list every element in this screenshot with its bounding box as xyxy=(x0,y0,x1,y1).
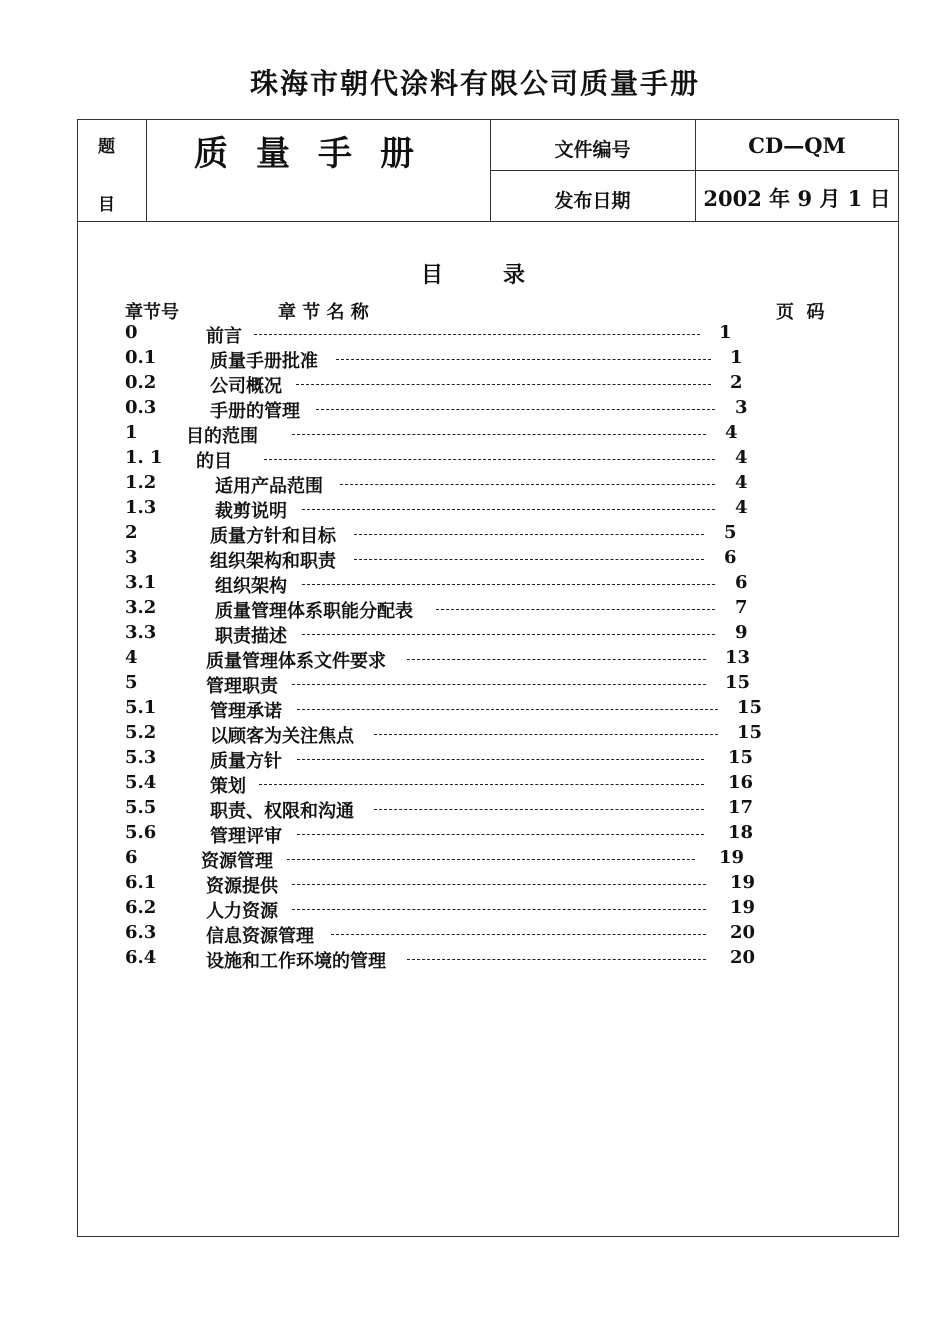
toc-leader xyxy=(302,509,715,510)
toc-name: 管理职责 xyxy=(206,676,278,697)
toc-leader xyxy=(302,634,715,635)
toc-leader xyxy=(292,884,706,885)
toc-row xyxy=(78,772,898,797)
toc-page: 1 xyxy=(730,347,743,368)
toc-leader xyxy=(297,709,718,710)
toc-page: 19 xyxy=(730,872,756,893)
header-table xyxy=(78,120,898,222)
toc-name: 策划 xyxy=(210,776,246,797)
toc-name: 目的范围 xyxy=(186,426,258,447)
toc-leader xyxy=(292,684,706,685)
toc-row xyxy=(78,822,898,847)
toc-leader xyxy=(292,434,706,435)
toc-name: 以顾客为关注焦点 xyxy=(210,726,354,747)
toc-number: 1 xyxy=(125,422,138,443)
toc-name: 质量管理体系职能分配表 xyxy=(215,601,413,622)
toc-number: 6.4 xyxy=(125,947,157,968)
toc-page: 7 xyxy=(735,597,748,618)
toc-leader xyxy=(436,609,715,610)
toc-page: 15 xyxy=(728,747,754,768)
toc-row xyxy=(78,622,898,647)
toc-row xyxy=(78,472,898,497)
toc-page: 5 xyxy=(724,522,737,543)
toc-row xyxy=(78,922,898,947)
toc-leader xyxy=(296,384,711,385)
divider xyxy=(490,170,899,171)
toc-leader xyxy=(354,559,704,560)
toc-page: 4 xyxy=(735,497,748,518)
toc-name: 信息资源管理 xyxy=(206,926,314,947)
doc-no-label: 文件编号 xyxy=(554,139,631,161)
toc-row xyxy=(78,672,898,697)
toc-number: 1. 1 xyxy=(125,447,163,468)
toc-row xyxy=(78,697,898,722)
toc-name: 管理评审 xyxy=(210,826,282,847)
toc-leader xyxy=(287,859,695,860)
toc-page: 9 xyxy=(735,622,748,643)
toc-name: 裁剪说明 xyxy=(215,501,287,522)
toc-number: 5.6 xyxy=(125,822,157,843)
toc-name: 设施和工作环境的管理 xyxy=(206,951,386,972)
toc-name: 职责、权限和沟通 xyxy=(210,801,354,822)
toc-page: 18 xyxy=(728,822,754,843)
toc-name: 公司概况 xyxy=(210,376,282,397)
toc-number: 0.3 xyxy=(125,397,157,418)
document-title: 珠海市朝代涂料有限公司质量手册 xyxy=(249,67,700,100)
toc-row xyxy=(78,747,898,772)
subject-label-top: 题 xyxy=(98,137,115,157)
toc-col-page: 页 码 xyxy=(776,302,825,323)
toc-name: 质量方针和目标 xyxy=(210,526,336,547)
toc-number: 5.4 xyxy=(125,772,157,793)
toc-number: 5.3 xyxy=(125,747,157,768)
toc-number: 5.5 xyxy=(125,797,157,818)
toc-leader xyxy=(259,784,704,785)
subject-label-bottom: 目 xyxy=(98,195,115,215)
toc-row xyxy=(78,572,898,597)
toc-name: 资源提供 xyxy=(206,876,278,897)
toc-number: 3.3 xyxy=(125,622,157,643)
toc-leader xyxy=(302,584,715,585)
toc-row xyxy=(78,947,898,972)
toc-page: 17 xyxy=(728,797,754,818)
toc-col-number: 章节号 xyxy=(125,302,179,323)
toc-name: 手册的管理 xyxy=(210,401,300,422)
toc-name: 质量方针 xyxy=(210,751,282,772)
toc-number: 5.2 xyxy=(125,722,157,743)
toc-leader xyxy=(354,534,704,535)
toc-page: 2 xyxy=(730,372,743,393)
toc-page: 15 xyxy=(725,672,751,693)
toc-number: 0.2 xyxy=(125,372,157,393)
toc-name: 职责描述 xyxy=(215,626,287,647)
toc-page: 19 xyxy=(730,897,756,918)
toc-leader xyxy=(264,459,715,460)
toc-name: 人力资源 xyxy=(206,901,278,922)
toc-number: 6.1 xyxy=(125,872,157,893)
toc-number: 5.1 xyxy=(125,697,157,718)
doc-no-value: CD—QM xyxy=(748,133,846,158)
toc-leader xyxy=(374,734,718,735)
toc-name: 质量管理体系文件要求 xyxy=(206,651,386,672)
toc-row xyxy=(78,397,898,422)
toc-leader xyxy=(292,909,706,910)
toc-row xyxy=(78,322,898,347)
toc-page: 20 xyxy=(730,947,756,968)
toc-row xyxy=(78,372,898,397)
toc-page: 4 xyxy=(735,447,748,468)
toc-leader xyxy=(374,809,704,810)
toc-row xyxy=(78,497,898,522)
toc-number: 1.3 xyxy=(125,497,157,518)
toc-number: 6 xyxy=(125,847,138,868)
toc-name: 的目 xyxy=(196,451,232,472)
toc-number: 4 xyxy=(125,647,138,668)
toc-row xyxy=(78,447,898,472)
toc-name: 组织架构 xyxy=(215,576,287,597)
toc-row xyxy=(78,422,898,447)
toc-row xyxy=(78,522,898,547)
toc-number: 3.2 xyxy=(125,597,157,618)
toc-number: 0 xyxy=(125,322,138,343)
toc-number: 3.1 xyxy=(125,572,157,593)
issue-date-value: 2002 年 9 月 1 日 xyxy=(703,186,891,211)
toc-page: 3 xyxy=(735,397,748,418)
toc-col-name: 章 节 名 称 xyxy=(278,302,369,323)
toc-row xyxy=(78,347,898,372)
toc-row xyxy=(78,847,898,872)
manual-title: 质量手册 xyxy=(194,134,442,174)
toc-number: 6.2 xyxy=(125,897,157,918)
toc-row xyxy=(78,722,898,747)
toc-page: 4 xyxy=(735,472,748,493)
toc-number: 0.1 xyxy=(125,347,157,368)
toc-name: 资源管理 xyxy=(201,851,273,872)
issue-date-label: 发布日期 xyxy=(554,190,631,212)
toc-leader xyxy=(254,334,700,335)
toc-page: 16 xyxy=(728,772,754,793)
toc-name: 组织架构和职责 xyxy=(210,551,336,572)
toc-number: 1.2 xyxy=(125,472,157,493)
toc-page: 20 xyxy=(730,922,756,943)
toc-row xyxy=(78,872,898,897)
toc-page: 19 xyxy=(719,847,745,868)
toc-page: 6 xyxy=(724,547,737,568)
toc-leader xyxy=(331,934,706,935)
manual-frame xyxy=(77,119,899,1237)
toc-row xyxy=(78,897,898,922)
toc-number: 6.3 xyxy=(125,922,157,943)
toc-leader xyxy=(407,659,706,660)
toc-row xyxy=(78,547,898,572)
toc-name: 前言 xyxy=(206,326,242,347)
toc-row xyxy=(78,797,898,822)
toc-leader xyxy=(340,484,715,485)
toc-leader xyxy=(297,759,704,760)
toc-leader xyxy=(316,409,715,410)
toc-page: 13 xyxy=(725,647,751,668)
toc-leader xyxy=(336,359,711,360)
toc-page: 4 xyxy=(725,422,738,443)
toc-name: 适用产品范围 xyxy=(215,476,323,497)
toc-page: 1 xyxy=(719,322,732,343)
toc-leader xyxy=(297,834,704,835)
toc-number: 3 xyxy=(125,547,138,568)
toc-number: 5 xyxy=(125,672,138,693)
toc-page: 6 xyxy=(735,572,748,593)
toc-heading: 目录 xyxy=(420,262,585,288)
toc-leader xyxy=(407,959,706,960)
toc-name: 管理承诺 xyxy=(210,701,282,722)
toc-number: 2 xyxy=(125,522,138,543)
toc-page: 15 xyxy=(737,697,763,718)
toc-row xyxy=(78,647,898,672)
toc-name: 质量手册批准 xyxy=(210,351,318,372)
toc-row xyxy=(78,597,898,622)
toc-page: 15 xyxy=(737,722,763,743)
